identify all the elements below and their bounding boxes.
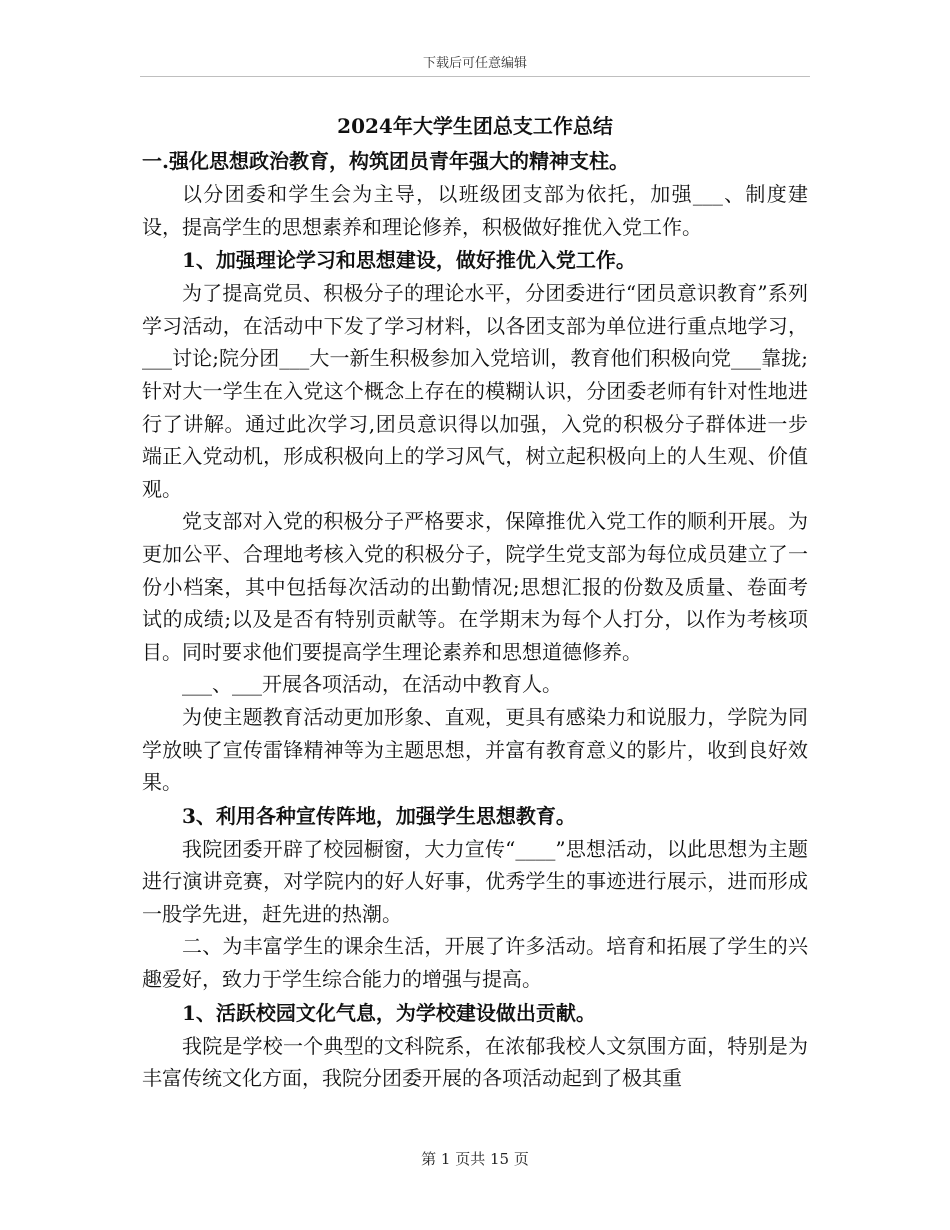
document-title: 2024年大学生团总支工作总结 — [337, 114, 613, 138]
section-heading: 一.强化思想政治教育，构筑团员青年强大的精神支柱。 — [142, 149, 629, 173]
header-note: 下载后可任意编辑 — [422, 56, 527, 71]
document-body — [142, 108, 808, 1095]
subsection-heading: 1、加强理论学习和思想建设，做好推优入党工作。 — [182, 248, 636, 273]
paragraph: 党支部对入党的积极分子严格要求，保障推优入党工作的顺利开展。为更加公平、合理地考核入党的积极分子，院学生党支部为每位成员建立了一份小档案，其中包括每次活动的出勤情况;思想汇报的份数及质量、卷面考试的成绩;以及是否有特别贡献等。在学期末为每个人打分，以作为考核项目。同时要求他们要提高学生理论素养和思想道德修养。 — [142, 509, 808, 664]
paragraph: ___、___开展各项活动，在活动中教育人。 — [182, 672, 562, 697]
paragraph: 二、为丰富学生的课余生活，开展了许多活动。培育和拓展了学生的兴趣爱好，致力于学生综合能力的增强与提高。 — [142, 934, 808, 992]
paragraph: 我院是学校一个典型的文科院系，在浓郁我校人文氛围方面，特别是为丰富传统文化方面，我院分团委开展的各项活动起到了极其重 — [142, 1033, 808, 1091]
paragraph: 我院团委开辟了校园橱窗，大力宣传“____”思想活动，以此思想为主题进行演讲竞赛，对学院内的好人好事，优秀学生的事迹进行展示，进而形成一股学先进，赶先进的热潮。 — [142, 836, 808, 926]
page-footer: 第 1 页共 15 页 — [421, 1150, 529, 1168]
paragraph: 以分团委和学生会为主导，以班级团支部为依托，加强___、制度建设，提高学生的思想素养和理论修养，积极做好推优入党工作。 — [142, 182, 808, 239]
paragraph: 为了提高党员、积极分子的理论水平，分团委进行“团员意识教育”系列学习活动，在活动中下发了学习材料，以各团支部为单位进行重点地学习，___讨论;院分团___大一新生积极参加入党培训，教育他们积极向党___靠拢;针对大一学生在入党这个概念上存在的模糊认识，分团委老师有针对性地进行了讲解。通过此次学习,团员意识得以加强，入党的积极分子群体进一步端正入党动机，形成积极向上的学习风气，树立起积极向上的人生观、价值观。 — [142, 281, 808, 501]
subsection-heading: 3、利用各种宣传阵地，加强学生思想教育。 — [182, 803, 576, 828]
subsection-heading: 1、活跃校园文化气息，为学校建设做出贡献。 — [182, 1000, 596, 1025]
header-divider — [140, 76, 810, 77]
paragraph: 为使主题教育活动更加形象、直观，更具有感染力和说服力，学院为同学放映了宣传雷锋精神等为主题思想，并富有教育意义的影片，收到良好效果。 — [142, 704, 808, 795]
